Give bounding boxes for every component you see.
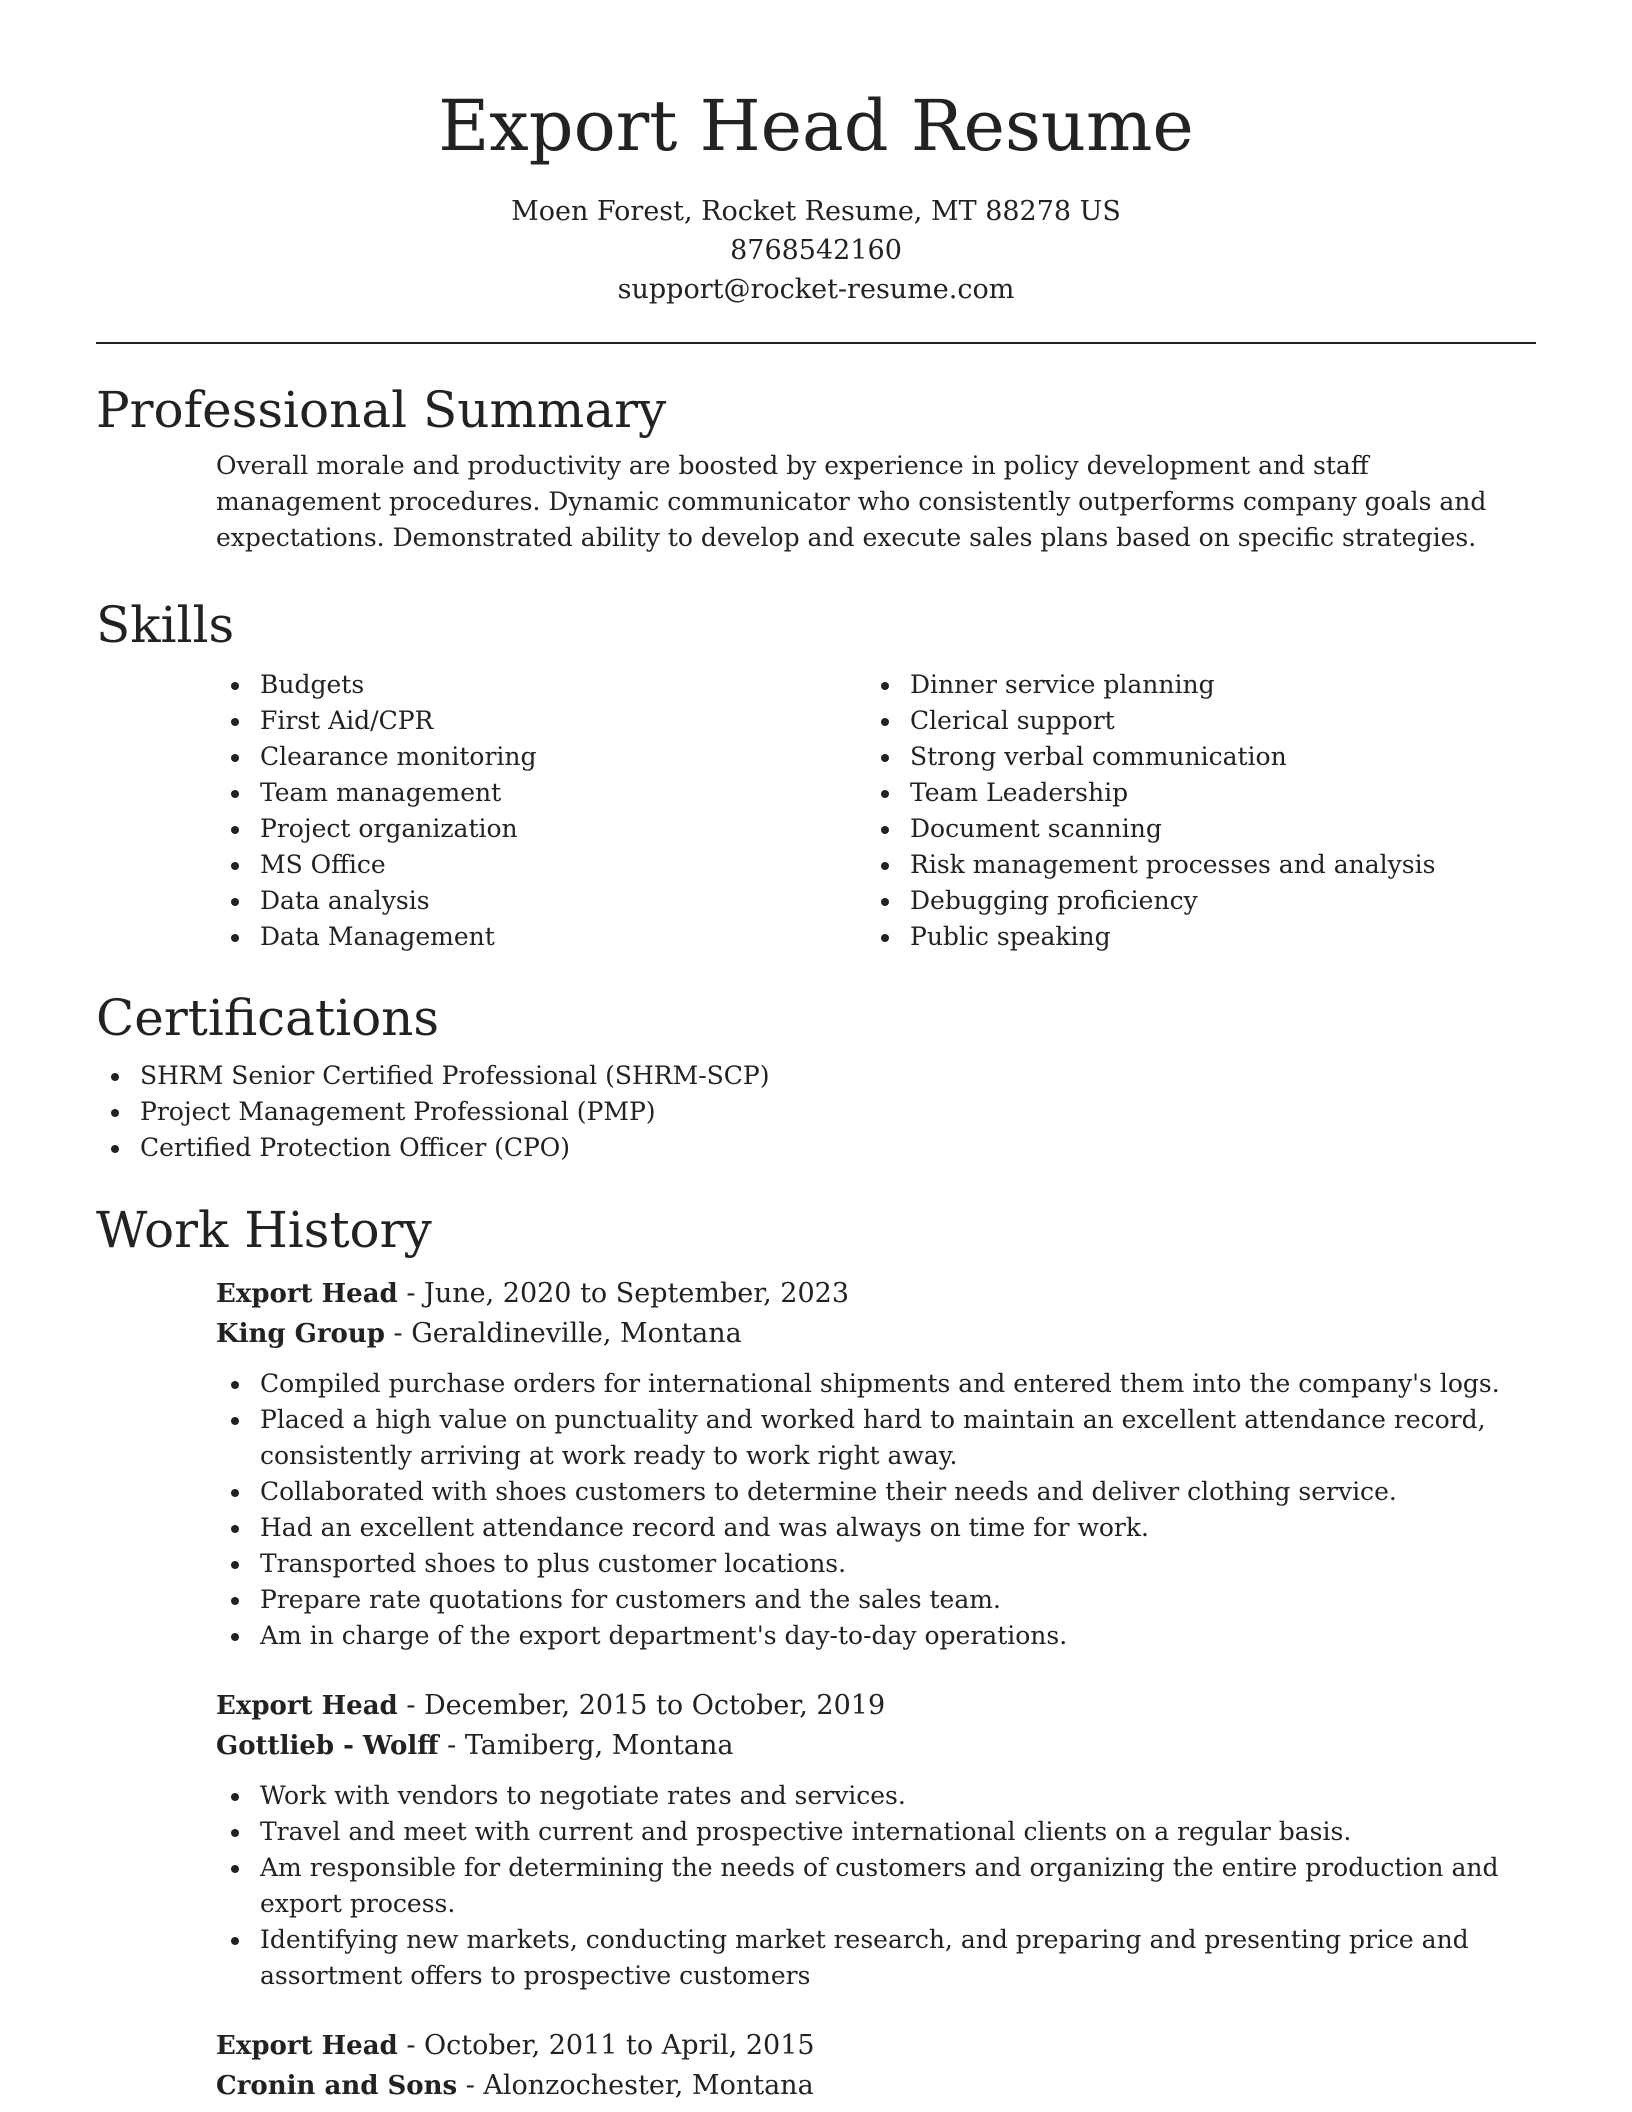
skill-item: Data Management (216, 919, 866, 955)
job-title: Export Head (216, 1279, 398, 1309)
contact-phone: 8768542160 (730, 235, 902, 266)
job-company-line (216, 2066, 1536, 2106)
skill-item: Budgets (216, 667, 866, 703)
job-title-line (216, 2026, 1536, 2066)
summary-heading: Professional Summary (96, 381, 667, 439)
skill-item: Dinner service planning (866, 667, 1516, 703)
job-title: Export Head (216, 2031, 398, 2061)
certifications-list (96, 1058, 1536, 1166)
certifications-section (96, 988, 1536, 1166)
job-company-line (216, 1314, 1536, 1354)
job-dates: - December, 2015 to October, 2019 (397, 1690, 886, 1721)
skill-item: Team Leadership (866, 775, 1516, 811)
job-company-line (216, 1726, 1536, 1766)
skills-heading: Skills (96, 596, 235, 654)
job-entry (216, 1274, 1536, 1654)
certifications-heading: Certifications (96, 989, 440, 1047)
job-bullet: Am in charge of the export department's day-to-day operations. (216, 1618, 1536, 1654)
job-bullet: Compiled purchase orders for international shipments and entered them into the company's logs. (216, 1366, 1536, 1402)
contact-email: support@rocket-resume.com (617, 274, 1015, 305)
job-dates: - October, 2011 to April, 2015 (397, 2030, 815, 2061)
job-company: King Group (216, 1319, 385, 1349)
job-dates: - June, 2020 to September, 2023 (397, 1278, 850, 1309)
job-entry (216, 2026, 1536, 2106)
skill-item: Project organization (216, 811, 866, 847)
job-title: Export Head (216, 1691, 398, 1721)
job-location: - Alonzochester, Montana (457, 2070, 814, 2101)
job-company: Gottlieb - Wolff (216, 1731, 439, 1761)
header-divider (96, 342, 1536, 344)
job-bullets (216, 1366, 1536, 1654)
summary-text: Overall morale and productivity are boosted by experience in policy development and staff management procedures. Dynamic communicator who consistently outperforms company goals and expectations. Demonstrated ability to develop and execute sales plans based on specific strategies. (216, 451, 1487, 552)
skill-item: Data analysis (216, 883, 866, 919)
skills-list-left (216, 667, 866, 955)
certification-item: Certified Protection Officer (CPO) (96, 1130, 1536, 1166)
skills-section (96, 595, 1536, 955)
job-bullet: Collaborated with shoes customers to determine their needs and deliver clothing service. (216, 1474, 1536, 1510)
job-bullet: Had an excellent attendance record and was always on time for work. (216, 1510, 1536, 1546)
job-location: - Tamiberg, Montana (438, 1730, 734, 1761)
certification-item: Project Management Professional (PMP) (96, 1094, 1536, 1130)
work-history-heading: Work History (96, 1201, 432, 1259)
job-bullet: Placed a high value on punctuality and worked hard to maintain an excellent attendance record, consistently arriving at work ready to work right away. (216, 1402, 1536, 1474)
skill-item: First Aid/CPR (216, 703, 866, 739)
job-bullet: Am responsible for determining the needs of customers and organizing the entire production and export process. (216, 1850, 1536, 1922)
job-entry (216, 1686, 1536, 1994)
skills-list-right (866, 667, 1516, 955)
contact-address: Moen Forest, Rocket Resume, MT 88278 US (511, 196, 1121, 227)
skills-grid (216, 667, 1536, 955)
skill-item: MS Office (216, 847, 866, 883)
job-bullets (216, 1778, 1536, 1994)
skill-item: Document scanning (866, 811, 1516, 847)
job-bullet: Prepare rate quotations for customers and the sales team. (216, 1582, 1536, 1618)
contact-block (0, 192, 1632, 309)
job-company: Cronin and Sons (216, 2071, 458, 2101)
job-bullet: Travel and meet with current and prospective international clients on a regular basis. (216, 1814, 1536, 1850)
skill-item: Risk management processes and analysis (866, 847, 1516, 883)
skill-item: Clerical support (866, 703, 1516, 739)
certification-item: SHRM Senior Certified Professional (SHRM-SCP) (96, 1058, 1536, 1094)
skill-item: Clearance monitoring (216, 739, 866, 775)
resume-title: Export Head Resume (438, 85, 1194, 167)
skill-item: Strong verbal communication (866, 739, 1516, 775)
job-title-line (216, 1274, 1536, 1314)
job-bullet: Identifying new markets, conducting market research, and preparing and presenting price and assortment offers to prospective customers (216, 1922, 1536, 1994)
summary-section (96, 380, 1536, 556)
job-bullet: Transported shoes to plus customer locations. (216, 1546, 1536, 1582)
skill-item: Team management (216, 775, 866, 811)
job-bullet: Work with vendors to negotiate rates and services. (216, 1778, 1536, 1814)
skill-item: Public speaking (866, 919, 1516, 955)
work-history-section (96, 1200, 1536, 2106)
job-title-line (216, 1686, 1536, 1726)
skill-item: Debugging proficiency (866, 883, 1516, 919)
job-location: - Geraldineville, Montana (384, 1318, 742, 1349)
